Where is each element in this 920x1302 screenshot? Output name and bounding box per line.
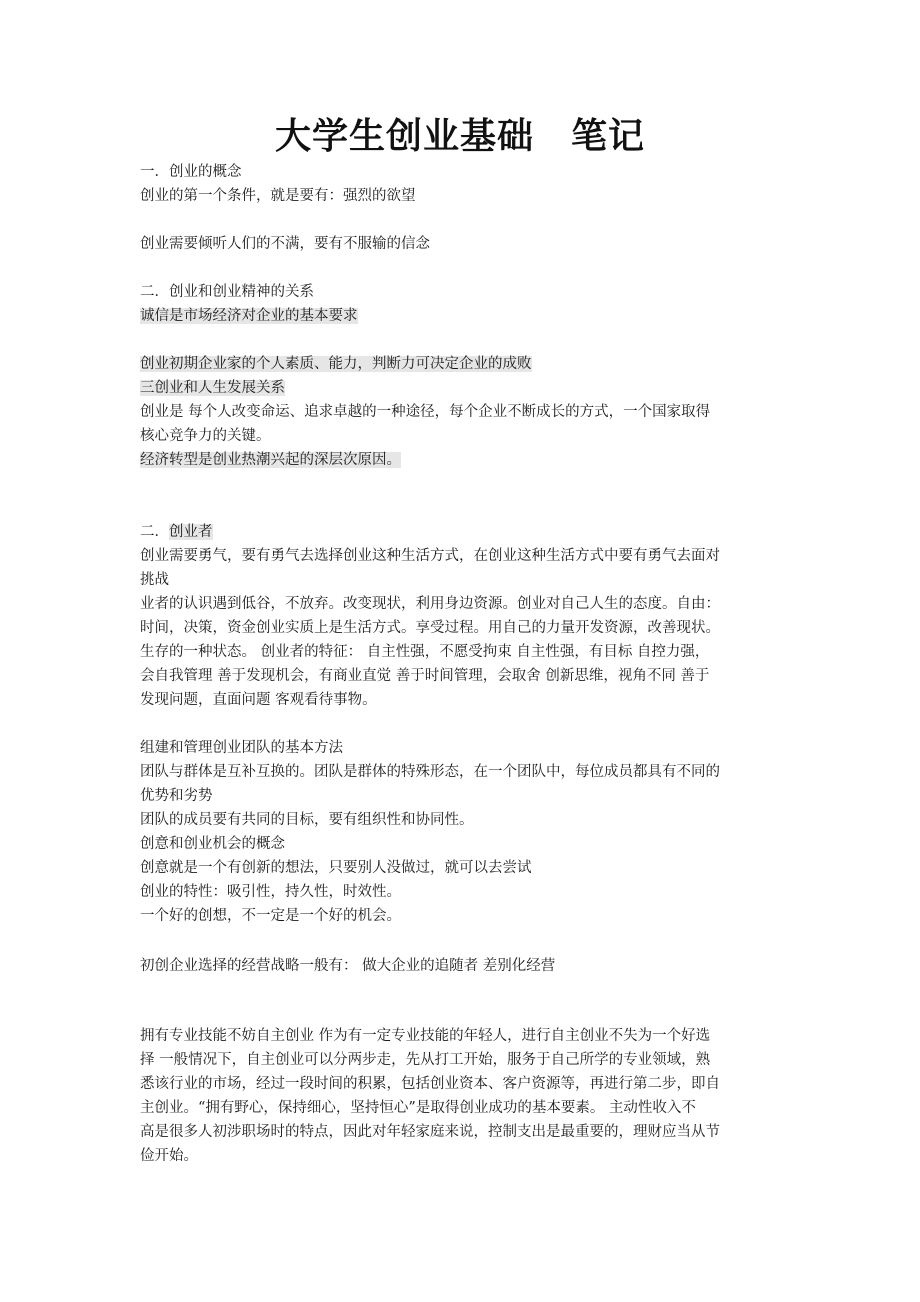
text-line <box>140 858 532 878</box>
line-text: 创意就是一个有创新的想法，只要别人没做过，就可以去尝试 <box>140 860 532 876</box>
line-text: 创业需要倾听人们的不满，要有不服输的信念 <box>140 236 430 252</box>
text-line <box>140 378 285 398</box>
line-text: 团队与群体是互补互换的。团队是群体的特殊形态，在一个团队中，每位成员都具有不同的 <box>140 764 720 780</box>
text-line <box>140 354 532 374</box>
text-line <box>140 906 401 926</box>
text-line <box>140 1122 720 1142</box>
line-text: 生存的一种状态。 创业者的特征： 自主性强，不愿受拘束 自主性强，有目标 自控力强， <box>140 644 710 660</box>
text-line <box>140 450 401 470</box>
line-text: 创业的第一个条件，就是要有：强烈的欲望 <box>140 188 416 204</box>
line-text: 会自我管理 善于发现机会，有商业直觉 善于时间管理，会取舍 创新思维，视角不同 善于 <box>140 668 710 684</box>
line-text: 优势和劣势 <box>140 788 213 804</box>
text-line <box>140 1098 696 1118</box>
line-text: 拥有专业技能不妨自主创业 作为有一定专业技能的年轻人，进行自主创业不失为一个好选 <box>140 1028 711 1044</box>
text-line <box>140 234 430 254</box>
line-text: 组建和管理创业团队的基本方法 <box>140 740 343 756</box>
line-text: 业者的认识遇到低谷，不放弃。改变现状，利用身边资源。创业对自己人生的态度。自由： <box>140 596 720 612</box>
line-text: 经济转型是创业热潮兴起的深层次原因。 <box>140 452 401 468</box>
text-line <box>140 738 343 758</box>
text-line <box>140 1146 198 1166</box>
text-line <box>140 690 377 710</box>
text-line <box>140 162 242 182</box>
text-line <box>140 618 720 638</box>
text-line <box>140 426 271 446</box>
text-line <box>140 594 720 614</box>
line-text: 时间，决策，资金创业实质上是生活方式。享受过程。用自己的力量开发资源，改善现状。 <box>140 620 720 636</box>
line-text: 发现问题，直面问题 客观看待事物。 <box>140 692 377 708</box>
text-line <box>140 522 213 542</box>
text-line <box>140 1050 710 1070</box>
line-text: 创业初期企业家的个人素质、能力，判断力可决定企业的成败 <box>140 356 532 372</box>
line-text: 悉该行业的市场，经过一段时间的积累，包括创业资本、客户资源等，再进行第二步，即自 <box>140 1076 720 1092</box>
line-text: 诚信是市场经济对企业的基本要求 <box>140 308 358 324</box>
line-text: 创业是 每个人改变命运、追求卓越的一种途径，每个企业不断成长的方式，一个国家取得 <box>140 404 711 420</box>
line-text: 初创企业选择的经营战略一般有： 做大企业的追随者 差别化经营 <box>140 958 556 974</box>
line-text: 二．创业和创业精神的关系 <box>140 284 314 300</box>
line-text: 创业的特性：吸引性，持久性，时效性。 <box>140 884 401 900</box>
line-text: 三创业和人生发展关系 <box>140 380 285 396</box>
text-line <box>140 810 474 830</box>
text-line <box>140 666 709 686</box>
line-text: 团队的成员要有共同的目标，要有组织性和协同性。 <box>140 812 474 828</box>
line-text: 高是很多人初涉职场时的特点，因此对年轻家庭来说，控制支出是最重要的，理财应当从节 <box>140 1124 720 1140</box>
line-text: 创业需要勇气，要有勇气去选择创业这种生活方式，在创业这种生活方式中要有勇气去面对 <box>140 548 720 564</box>
line-text: 核心竞争力的关键。 <box>140 428 271 444</box>
line-text: 一．创业的概念 <box>140 164 242 180</box>
text-line <box>140 786 213 806</box>
line-text: 主创业。“拥有野心，保持细心，坚持恒心”是取得创业成功的基本要素。 主动性收入不 <box>140 1100 696 1116</box>
line-text: 择 一般情况下，自主创业可以分两步走，先从打工开始，服务于自己所学的专业领域，熟 <box>140 1052 711 1068</box>
text-line <box>140 282 314 302</box>
document-title: 大学生创业基础 笔记 <box>274 115 645 157</box>
text-line <box>140 1026 710 1046</box>
text-line <box>140 186 416 206</box>
text-line <box>140 402 710 422</box>
text-line <box>140 642 709 662</box>
text-line <box>140 762 720 782</box>
line-text: 创意和创业机会的概念 <box>140 836 285 852</box>
text-line <box>140 570 169 590</box>
line-text: 一个好的创想，不一定是一个好的机会。 <box>140 908 401 924</box>
text-line <box>140 956 555 976</box>
text-line <box>140 546 720 566</box>
text-line <box>140 1074 720 1094</box>
text-line <box>140 882 401 902</box>
line-text: 挑战 <box>140 572 169 588</box>
line-text-suffix: 创业者 <box>169 524 213 540</box>
line-text: 二． <box>140 524 169 540</box>
text-line <box>140 834 285 854</box>
line-text: 俭开始。 <box>140 1148 198 1164</box>
text-line <box>140 306 358 326</box>
